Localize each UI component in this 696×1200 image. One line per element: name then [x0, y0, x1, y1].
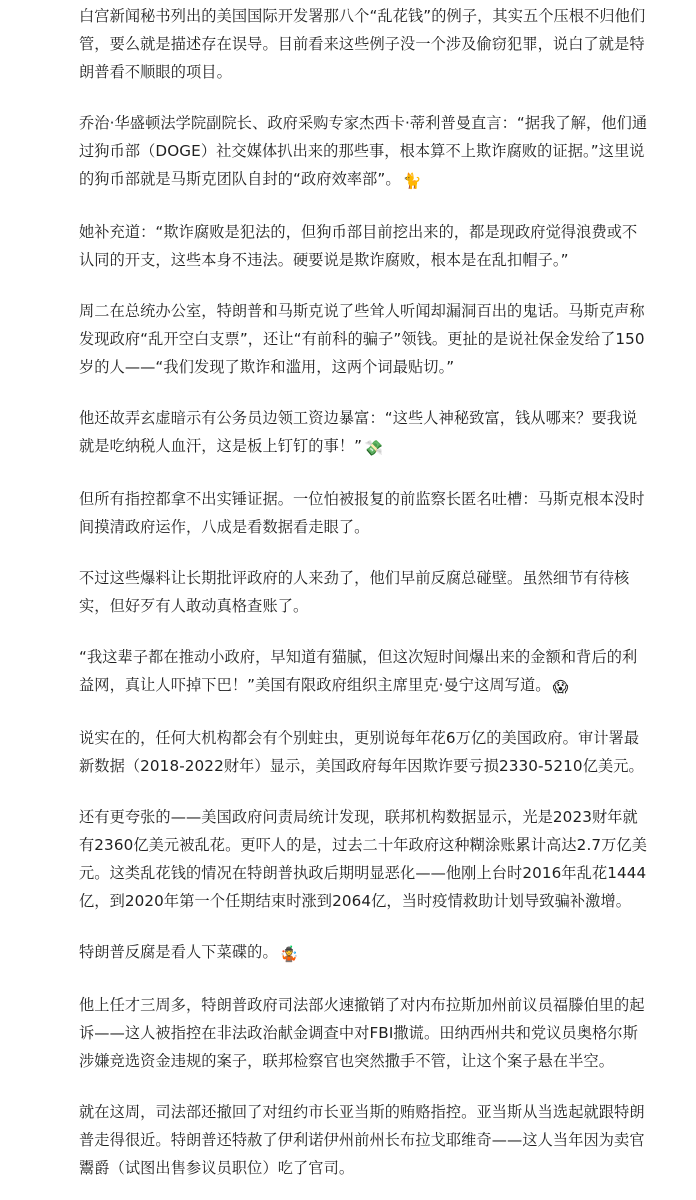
paragraph: [79, 297, 648, 381]
paragraph: [79, 109, 648, 195]
screaming-face-icon: 😱: [552, 678, 569, 696]
paragraph-text: “我这辈子都在推动小政府，早知道有猫腻，但这次短时间爆出来的金额和背后的利益网，真让人吓掉下巴！”美国有限政府组织主席里克·曼宁这周写道。: [79, 648, 638, 694]
paragraph-text: 乔治·华盛顿法学院副院长、政府采购专家杰西卡·蒂利普曼直言：“据我了解，他们通过狗币部（DOGE）社交媒体扒出来的那些事，根本算不上欺诈腐败的证据。”这里说的狗币部就是马斯克团队自封的“政府效率部”。: [79, 114, 648, 188]
paragraph-text: 特朗普反腐是看人下菜碟的。: [79, 943, 278, 961]
paragraph: [79, 724, 648, 780]
paragraph: [79, 991, 648, 1075]
paragraph: [79, 1098, 648, 1182]
paragraph: [79, 404, 648, 462]
paragraph-text: 白宫新闻秘书列出的美国国际开发署那八个“乱花钱”的例子，其实五个压根不归他们管，要么就是描述存在误导。目前看来这些例子没一个涉及偷窃犯罪，说白了就是特朗普看不顺眼的项目。: [79, 7, 646, 81]
paragraph-text: 还有更夸张的——美国政府问责局统计发现，联邦机构数据显示，光是2023财年就有2360亿美元被乱花。更吓人的是，过去二十年政府这种糊涂账累计高达2.7万亿美元。这类乱花钱的情况在特朗普执政后期明显恶化——他刚上台时2016年乱花1444亿，到2020年第一个任期结束时涨到2064亿，当时疫情救助计划导致骗补激增。: [79, 808, 647, 910]
paragraph: [79, 2, 648, 86]
paragraph-text: 说实在的，任何大机构都会有个别蛀虫，更别说每年花6万亿的美国政府。审计署最新数据（2018-2022财年）显示，美国政府每年因欺诈要亏损2330-5210亿美元。: [79, 729, 644, 775]
paragraph-text: 她补充道：“欺诈腐败是犯法的，但狗币部目前挖出来的，都是现政府觉得浪费或不认同的开支，这些本身不违法。硬要说是欺诈腐败，根本是在乱扣帽子。”: [79, 223, 638, 269]
paragraph-text: 不过这些爆料让长期批评政府的人来劲了，他们早前反腐总碰壁。虽然细节有待核实，但好歹有人敢动真格查账了。: [79, 569, 630, 615]
paragraph: [79, 803, 648, 915]
paragraph: [79, 485, 648, 541]
paragraph-text: 但所有指控都拿不出实锤证据。一位怕被报复的前监察长匿名吐槽：马斯克根本没时间摸清政府运作，八成是看数据看走眼了。: [79, 490, 645, 536]
paragraph-text: 他上任才三周多，特朗普政府司法部火速撤销了对内布拉斯加州前议员福滕伯里的起诉——这人被指控在非法政治献金调查中对FBI撒谎。田纳西州共和党议员奥格尔斯涉嫌竞选资金违规的案子，联邦检察官也突然撒手不管，让这个案子悬在半空。: [79, 996, 645, 1070]
cat-emoji-icon: 🐈: [402, 172, 422, 190]
juggling-icon: 🤹: [279, 945, 299, 963]
paragraph-text: 周二在总统办公室，特朗普和马斯克说了些耸人听闻却漏洞百出的鬼话。马斯克声称发现政府“乱开空白支票”，还让“有前科的骗子”领钱。更扯的是说社保金发给了150岁的人——“我们发现了欺诈和滥用，这两个词最贴切。”: [79, 302, 645, 376]
paragraph: [79, 938, 648, 968]
paragraph: [79, 218, 648, 274]
paragraph: [79, 643, 648, 701]
paragraph-text: 他还故弄玄虚暗示有公务员边领工资边暴富：“这些人神秘致富，钱从哪来？要我说就是吃纳税人血汗，这是板上钉钉的事！”: [79, 409, 638, 455]
paragraph-text: 就在这周，司法部还撤回了对纽约市长亚当斯的贿赂指控。亚当斯从当选起就跟特朗普走得很近。特朗普还特赦了伊利诺伊州前州长布拉戈耶维奇——这人当年因为卖官鬻爵（试图出售参议员职位）吃了官司。: [79, 1103, 645, 1177]
paragraph: [79, 564, 648, 620]
money-with-wings-icon: 💸: [364, 439, 384, 457]
